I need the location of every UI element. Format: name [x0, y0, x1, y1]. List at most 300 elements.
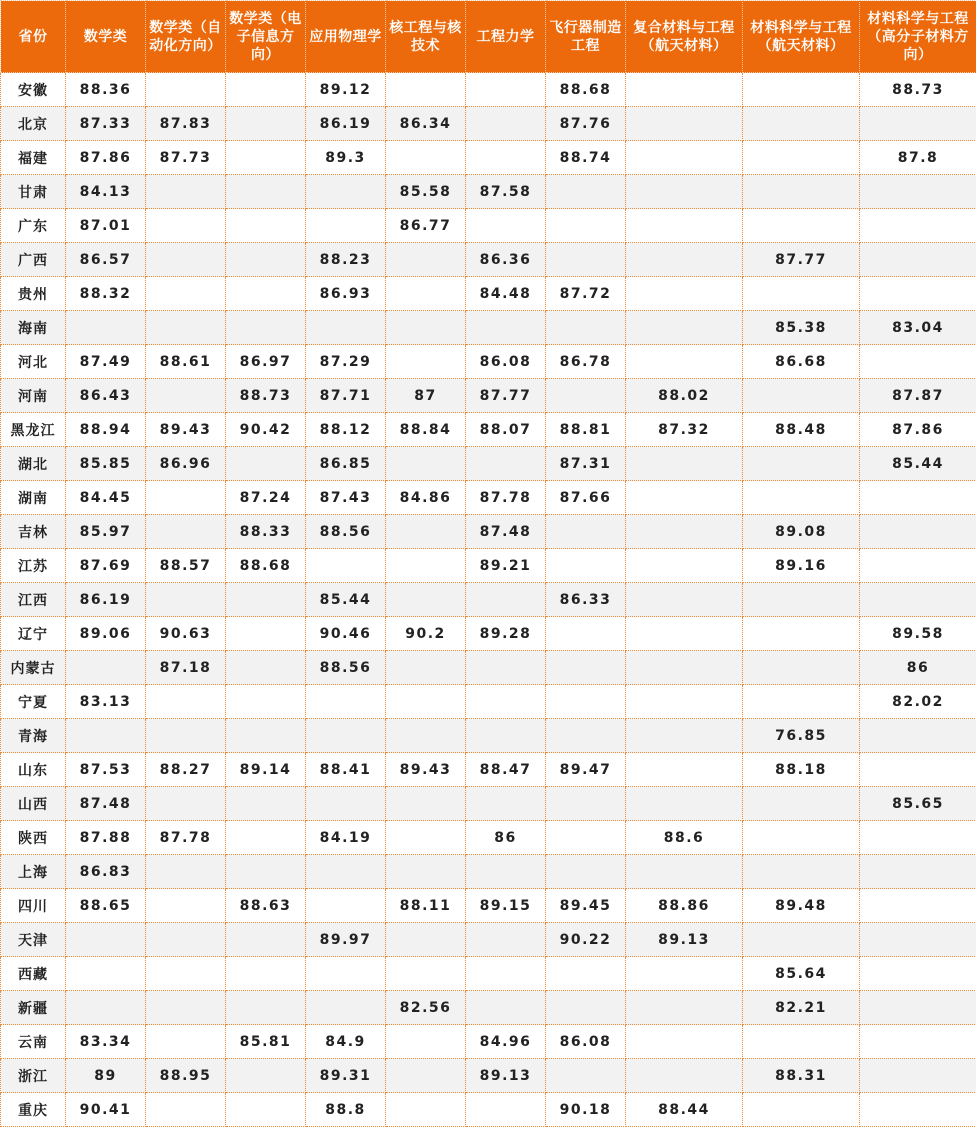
score-cell [860, 719, 976, 753]
score-cell [546, 617, 626, 651]
province-cell: 云南 [1, 1025, 66, 1059]
score-cell: 88.84 [386, 413, 466, 447]
score-cell: 87.77 [743, 243, 860, 277]
province-cell: 湖南 [1, 481, 66, 515]
score-cell [626, 651, 743, 685]
score-cell: 86.34 [386, 107, 466, 141]
score-cell: 84.45 [66, 481, 146, 515]
score-cell [226, 583, 306, 617]
score-cell [546, 957, 626, 991]
score-cell: 85.65 [860, 787, 976, 821]
score-cell: 88.65 [66, 889, 146, 923]
score-cell: 89.43 [386, 753, 466, 787]
score-cell: 88.31 [743, 1059, 860, 1093]
score-cell [226, 447, 306, 481]
score-cell [860, 923, 976, 957]
score-cell [306, 991, 386, 1025]
province-cell: 北京 [1, 107, 66, 141]
table-row [1, 583, 976, 617]
score-cell: 86.08 [466, 345, 546, 379]
table-body [1, 73, 976, 1127]
score-cell: 88.68 [226, 549, 306, 583]
score-cell [626, 787, 743, 821]
score-cell [743, 787, 860, 821]
score-cell [466, 923, 546, 957]
table-row [1, 515, 976, 549]
score-cell [626, 107, 743, 141]
header-materials-aerospace: 材料科学与工程（航天材料） [743, 1, 860, 73]
score-cell [306, 855, 386, 889]
score-cell: 87.86 [860, 413, 976, 447]
score-cell [626, 957, 743, 991]
score-cell: 86 [466, 821, 546, 855]
score-cell [146, 481, 226, 515]
header-applied-physics: 应用物理学 [306, 1, 386, 73]
score-cell [386, 1093, 466, 1127]
score-cell [466, 141, 546, 175]
score-cell [546, 243, 626, 277]
score-cell: 89.21 [466, 549, 546, 583]
score-cell [546, 549, 626, 583]
province-cell: 山东 [1, 753, 66, 787]
score-cell [146, 583, 226, 617]
score-cell [146, 73, 226, 107]
score-cell: 86.96 [146, 447, 226, 481]
score-cell: 85.44 [860, 447, 976, 481]
score-cell [860, 515, 976, 549]
province-cell: 天津 [1, 923, 66, 957]
score-cell [226, 209, 306, 243]
score-cell [743, 1093, 860, 1127]
score-cell [146, 991, 226, 1025]
score-cell: 89.47 [546, 753, 626, 787]
score-cell [860, 1025, 976, 1059]
score-cell: 89.45 [546, 889, 626, 923]
score-cell: 85.81 [226, 1025, 306, 1059]
table-row [1, 73, 976, 107]
score-cell [743, 1025, 860, 1059]
province-cell: 内蒙古 [1, 651, 66, 685]
table-row [1, 345, 976, 379]
score-cell: 87.69 [66, 549, 146, 583]
score-cell: 88.23 [306, 243, 386, 277]
score-cell: 90.2 [386, 617, 466, 651]
score-cell [386, 821, 466, 855]
score-cell: 82.21 [743, 991, 860, 1025]
score-cell: 86.93 [306, 277, 386, 311]
score-cell [146, 923, 226, 957]
score-cell: 86.43 [66, 379, 146, 413]
score-cell: 85.38 [743, 311, 860, 345]
table-row [1, 209, 976, 243]
score-cell [626, 685, 743, 719]
province-cell: 福建 [1, 141, 66, 175]
score-cell: 90.22 [546, 923, 626, 957]
table-row [1, 1025, 976, 1059]
score-cell [860, 345, 976, 379]
table-row [1, 413, 976, 447]
score-cell: 87.76 [546, 107, 626, 141]
score-cell: 89.08 [743, 515, 860, 549]
table-row [1, 753, 976, 787]
score-cell [226, 651, 306, 685]
score-cell: 89.14 [226, 753, 306, 787]
score-cell [386, 345, 466, 379]
score-cell: 86.57 [66, 243, 146, 277]
score-cell [386, 73, 466, 107]
score-cell [546, 719, 626, 753]
score-cell [743, 277, 860, 311]
score-cell: 90.42 [226, 413, 306, 447]
score-cell [626, 481, 743, 515]
score-cell [66, 991, 146, 1025]
score-cell: 88.11 [386, 889, 466, 923]
score-cell: 88.44 [626, 1093, 743, 1127]
table-row [1, 957, 976, 991]
score-cell: 83.34 [66, 1025, 146, 1059]
score-cell: 89.48 [743, 889, 860, 923]
score-cell [466, 787, 546, 821]
score-cell: 84.86 [386, 481, 466, 515]
score-cell [226, 141, 306, 175]
score-cell: 88.86 [626, 889, 743, 923]
score-cell [626, 753, 743, 787]
score-cell [466, 685, 546, 719]
score-cell [386, 515, 466, 549]
province-cell: 甘肃 [1, 175, 66, 209]
province-cell: 广东 [1, 209, 66, 243]
score-cell [743, 141, 860, 175]
score-cell [546, 651, 626, 685]
table-row [1, 685, 976, 719]
province-cell: 宁夏 [1, 685, 66, 719]
score-cell [226, 243, 306, 277]
score-cell [466, 719, 546, 753]
score-cell: 82.02 [860, 685, 976, 719]
province-cell: 海南 [1, 311, 66, 345]
table-row [1, 719, 976, 753]
score-cell: 86.78 [546, 345, 626, 379]
table-row [1, 923, 976, 957]
score-cell [860, 889, 976, 923]
score-cell: 88.27 [146, 753, 226, 787]
score-cell [860, 583, 976, 617]
score-cell: 87.43 [306, 481, 386, 515]
score-cell [546, 787, 626, 821]
score-cell: 88.32 [66, 277, 146, 311]
score-cell: 88.36 [66, 73, 146, 107]
score-cell: 87.8 [860, 141, 976, 175]
score-cell: 85.85 [66, 447, 146, 481]
score-cell [743, 651, 860, 685]
score-cell: 87.77 [466, 379, 546, 413]
score-cell [546, 821, 626, 855]
score-cell: 86.83 [66, 855, 146, 889]
score-cell: 86.77 [386, 209, 466, 243]
score-cell [860, 243, 976, 277]
score-cell: 88.8 [306, 1093, 386, 1127]
score-cell: 88.02 [626, 379, 743, 413]
score-cell: 88.18 [743, 753, 860, 787]
score-cell [466, 957, 546, 991]
score-cell: 87.2 [306, 175, 386, 209]
score-cell: 88.33 [226, 515, 306, 549]
score-cell [146, 889, 226, 923]
province-cell: 浙江 [1, 1059, 66, 1093]
score-cell [743, 923, 860, 957]
score-cell: 87.01 [66, 209, 146, 243]
score-cell [226, 923, 306, 957]
score-cell: 84.19 [306, 821, 386, 855]
province-cell: 上海 [1, 855, 66, 889]
score-cell [743, 379, 860, 413]
score-cell: 89.97 [306, 923, 386, 957]
score-cell: 88.73 [226, 379, 306, 413]
province-cell: 贵州 [1, 277, 66, 311]
score-cell: 87.24 [226, 481, 306, 515]
score-cell [146, 209, 226, 243]
score-cell [626, 515, 743, 549]
score-cell: 88.63 [226, 889, 306, 923]
header-composite-materials: 复合材料与工程（航天材料） [626, 1, 743, 73]
score-cell [626, 549, 743, 583]
table-row [1, 617, 976, 651]
score-cell [466, 651, 546, 685]
score-cell [546, 175, 626, 209]
table-row [1, 379, 976, 413]
score-cell: 88.68 [546, 73, 626, 107]
table-row [1, 787, 976, 821]
score-cell [743, 447, 860, 481]
score-cell [386, 719, 466, 753]
score-cell [226, 1093, 306, 1127]
header-province: 省份 [1, 1, 66, 73]
score-cell [386, 311, 466, 345]
score-cell [743, 617, 860, 651]
score-cell [306, 685, 386, 719]
table-row [1, 991, 976, 1025]
score-cell: 90.46 [306, 617, 386, 651]
score-cell: 87.83 [146, 107, 226, 141]
score-cell [226, 787, 306, 821]
score-cell [546, 1059, 626, 1093]
score-cell [860, 1093, 976, 1127]
table-row [1, 107, 976, 141]
score-cell: 87.86 [66, 141, 146, 175]
score-cell: 87.72 [546, 277, 626, 311]
score-cell [146, 311, 226, 345]
table-row [1, 1059, 976, 1093]
score-cell [743, 209, 860, 243]
score-cell: 89.13 [626, 923, 743, 957]
score-cell: 85.64 [743, 957, 860, 991]
score-cell [226, 73, 306, 107]
score-cell [626, 991, 743, 1025]
province-cell: 陕西 [1, 821, 66, 855]
score-cell: 88.73 [860, 73, 976, 107]
score-cell: 87.78 [146, 821, 226, 855]
score-cell: 87.73 [146, 141, 226, 175]
score-cell [743, 583, 860, 617]
score-cell [626, 1059, 743, 1093]
score-cell: 88.61 [146, 345, 226, 379]
score-cell [546, 515, 626, 549]
score-cell [146, 277, 226, 311]
table-row [1, 651, 976, 685]
score-cell: 86.36 [466, 243, 546, 277]
score-cell [626, 141, 743, 175]
score-cell: 84.96 [466, 1025, 546, 1059]
province-cell: 湖北 [1, 447, 66, 481]
score-cell [860, 821, 976, 855]
score-cell [860, 957, 976, 991]
score-cell [226, 277, 306, 311]
header-engineering-mechanics: 工程力学 [466, 1, 546, 73]
score-cell: 84.9 [306, 1025, 386, 1059]
table-row [1, 141, 976, 175]
score-cell [146, 515, 226, 549]
score-cell [226, 311, 306, 345]
score-cell [626, 311, 743, 345]
score-cell [626, 617, 743, 651]
score-cell [546, 209, 626, 243]
province-cell: 四川 [1, 889, 66, 923]
header-math-automation: 数学类（自动化方向） [146, 1, 226, 73]
score-cell: 88.95 [146, 1059, 226, 1093]
score-cell: 87.53 [66, 753, 146, 787]
province-cell: 江苏 [1, 549, 66, 583]
province-cell: 江西 [1, 583, 66, 617]
score-cell [860, 175, 976, 209]
score-cell [386, 855, 466, 889]
score-cell [226, 719, 306, 753]
score-cell [386, 651, 466, 685]
score-cell: 87.88 [66, 821, 146, 855]
score-cell [226, 991, 306, 1025]
score-cell: 87 [386, 379, 466, 413]
score-cell: 83.13 [66, 685, 146, 719]
score-cell: 86.08 [546, 1025, 626, 1059]
score-cell [626, 855, 743, 889]
score-cell: 88.74 [546, 141, 626, 175]
score-cell [626, 447, 743, 481]
score-cell [226, 617, 306, 651]
score-cell [306, 889, 386, 923]
score-cell [66, 651, 146, 685]
province-cell: 河南 [1, 379, 66, 413]
score-cell [386, 685, 466, 719]
score-cell: 82.56 [386, 991, 466, 1025]
score-cell [860, 481, 976, 515]
score-cell: 86.19 [306, 107, 386, 141]
score-cell [743, 855, 860, 889]
score-cell: 87.87 [860, 379, 976, 413]
score-cell [466, 73, 546, 107]
score-cell: 89.43 [146, 413, 226, 447]
score-cell [146, 1025, 226, 1059]
score-cell [546, 685, 626, 719]
score-cell [743, 481, 860, 515]
table-row [1, 549, 976, 583]
score-cell [546, 991, 626, 1025]
score-cell [626, 345, 743, 379]
score-cell [386, 243, 466, 277]
score-cell: 87.18 [146, 651, 226, 685]
score-cell [466, 583, 546, 617]
score-cell [860, 107, 976, 141]
table-row [1, 821, 976, 855]
score-cell: 88.48 [743, 413, 860, 447]
score-cell [626, 175, 743, 209]
score-cell [386, 787, 466, 821]
score-cell [860, 753, 976, 787]
score-cell [626, 1025, 743, 1059]
score-cell [743, 175, 860, 209]
score-cell [466, 311, 546, 345]
score-cell [860, 209, 976, 243]
score-cell [546, 379, 626, 413]
province-cell: 青海 [1, 719, 66, 753]
score-cell: 88.12 [306, 413, 386, 447]
score-cell [626, 243, 743, 277]
score-cell: 88.47 [466, 753, 546, 787]
province-cell: 西藏 [1, 957, 66, 991]
score-cell: 85.97 [66, 515, 146, 549]
header-materials-polymer: 材料科学与工程（高分子材料方向） [860, 1, 976, 73]
table-row [1, 855, 976, 889]
score-cell: 87.32 [626, 413, 743, 447]
score-cell [466, 107, 546, 141]
score-cell [226, 821, 306, 855]
score-cell: 86.19 [66, 583, 146, 617]
score-cell: 89.12 [306, 73, 386, 107]
score-cell [306, 549, 386, 583]
score-cell: 89.16 [743, 549, 860, 583]
score-cell: 84.13 [66, 175, 146, 209]
score-cell [626, 73, 743, 107]
province-cell: 新疆 [1, 991, 66, 1025]
score-cell [226, 175, 306, 209]
score-cell: 86.97 [226, 345, 306, 379]
score-cell: 90.63 [146, 617, 226, 651]
score-cell [546, 855, 626, 889]
score-cell: 89 [66, 1059, 146, 1093]
score-cell [146, 379, 226, 413]
province-cell: 黑龙江 [1, 413, 66, 447]
score-cell [386, 277, 466, 311]
score-cell: 76.85 [743, 719, 860, 753]
header-nuclear-engineering: 核工程与核技术 [386, 1, 466, 73]
score-cell: 88.6 [626, 821, 743, 855]
score-cell [146, 175, 226, 209]
score-cell [146, 685, 226, 719]
score-cell: 88.94 [66, 413, 146, 447]
table-row [1, 311, 976, 345]
score-cell: 87.71 [306, 379, 386, 413]
score-cell [146, 719, 226, 753]
score-cell: 88.07 [466, 413, 546, 447]
score-cell: 90.18 [546, 1093, 626, 1127]
score-cell: 85.58 [386, 175, 466, 209]
score-cell [146, 1093, 226, 1127]
score-cell: 83.04 [860, 311, 976, 345]
score-cell [626, 277, 743, 311]
score-cell [226, 855, 306, 889]
score-cell [146, 957, 226, 991]
score-cell: 89.58 [860, 617, 976, 651]
score-cell [146, 855, 226, 889]
score-cell [386, 923, 466, 957]
